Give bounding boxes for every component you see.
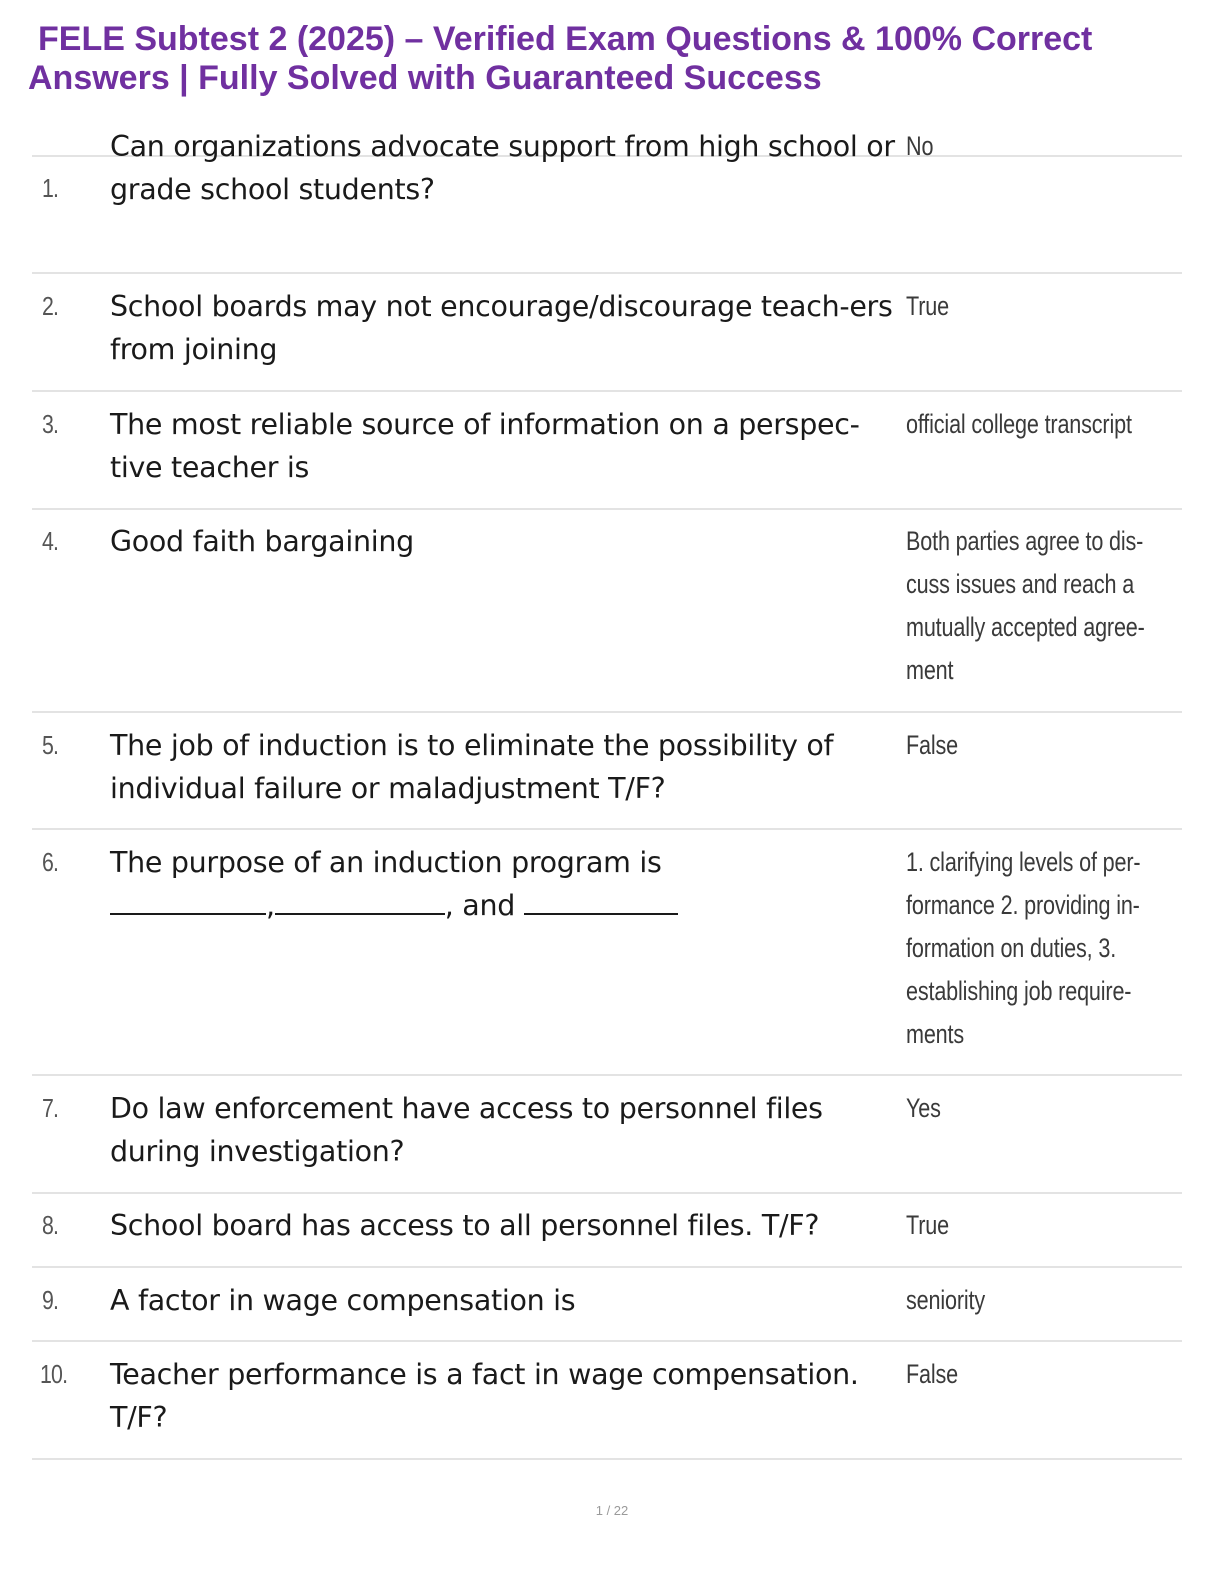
- item-number: 10.: [40, 1359, 68, 1389]
- item-number: 9.: [42, 1285, 59, 1315]
- item-answer: seniority: [906, 1285, 985, 1315]
- fill-in-blank: [524, 887, 678, 915]
- item-question: Do law enforcement have access to personnel files during investigation?: [110, 1092, 823, 1168]
- item-answer: True: [906, 291, 949, 321]
- item-answer: 1. clarifying levels of per-formance 2. providing in-formation on duties, 3. establishing job require-ments: [906, 847, 1141, 1049]
- item-number: 3.: [42, 409, 59, 439]
- item-question: Can organizations advocate support from high school or grade school students?: [110, 130, 895, 206]
- fill-in-blank: [110, 887, 266, 915]
- item-question: School board has access to all personnel files. T/F?: [110, 1209, 820, 1242]
- blank-separator: , and: [444, 889, 516, 922]
- item-number: 2.: [42, 291, 59, 321]
- row-divider: [32, 272, 1182, 274]
- document-title-line-1: FELE Subtest 2 (2025) – Verified Exam Questions & 100% Correct: [38, 20, 1093, 58]
- item-question: Good faith bargaining: [110, 525, 414, 558]
- row-divider: [32, 828, 1182, 830]
- item-answer: Both parties agree to dis-cuss issues and reach a mutually accepted agree-ment: [906, 526, 1145, 685]
- item-question: [110, 841, 900, 927]
- blank-separator: ,: [266, 889, 275, 922]
- item-answer: official college transcript: [906, 409, 1132, 439]
- item-answer: False: [906, 730, 959, 760]
- item-question-text: The purpose of an induction program is: [110, 846, 662, 879]
- item-question: School boards may not encourage/discourage teach-ers from joining: [110, 290, 893, 366]
- item-question: The most reliable source of information on a perspec-tive teacher is: [110, 408, 860, 484]
- item-number: 1.: [42, 173, 59, 203]
- row-divider: [32, 711, 1182, 713]
- item-answer: False: [906, 1359, 959, 1389]
- item-number: 5.: [42, 730, 59, 760]
- row-divider: [32, 1340, 1182, 1342]
- item-question: A factor in wage compensation is: [110, 1284, 576, 1317]
- item-number: 7.: [42, 1093, 59, 1123]
- item-question: Teacher performance is a fact in wage compensation. T/F?: [110, 1358, 859, 1434]
- row-divider: [32, 508, 1182, 510]
- item-number: 8.: [42, 1210, 59, 1240]
- item-number: 6.: [42, 847, 59, 877]
- item-number: 4.: [42, 526, 59, 556]
- item-answer: True: [906, 1210, 949, 1240]
- row-divider: [32, 1266, 1182, 1268]
- item-answer: Yes: [906, 1093, 941, 1123]
- row-divider: [32, 1074, 1182, 1076]
- page-indicator: 1 / 22: [595, 1503, 629, 1518]
- item-question: The job of induction is to eliminate the possibility of individual failure or maladjustment T/F?: [110, 729, 834, 805]
- row-divider: [32, 1458, 1182, 1460]
- document-title: [28, 20, 1188, 98]
- row-divider: [32, 390, 1182, 392]
- item-answer: No: [906, 131, 934, 161]
- document-title-line-2: Answers | Fully Solved with Guaranteed Success: [28, 59, 822, 97]
- fill-in-blank: [275, 887, 445, 915]
- row-divider: [32, 1192, 1182, 1194]
